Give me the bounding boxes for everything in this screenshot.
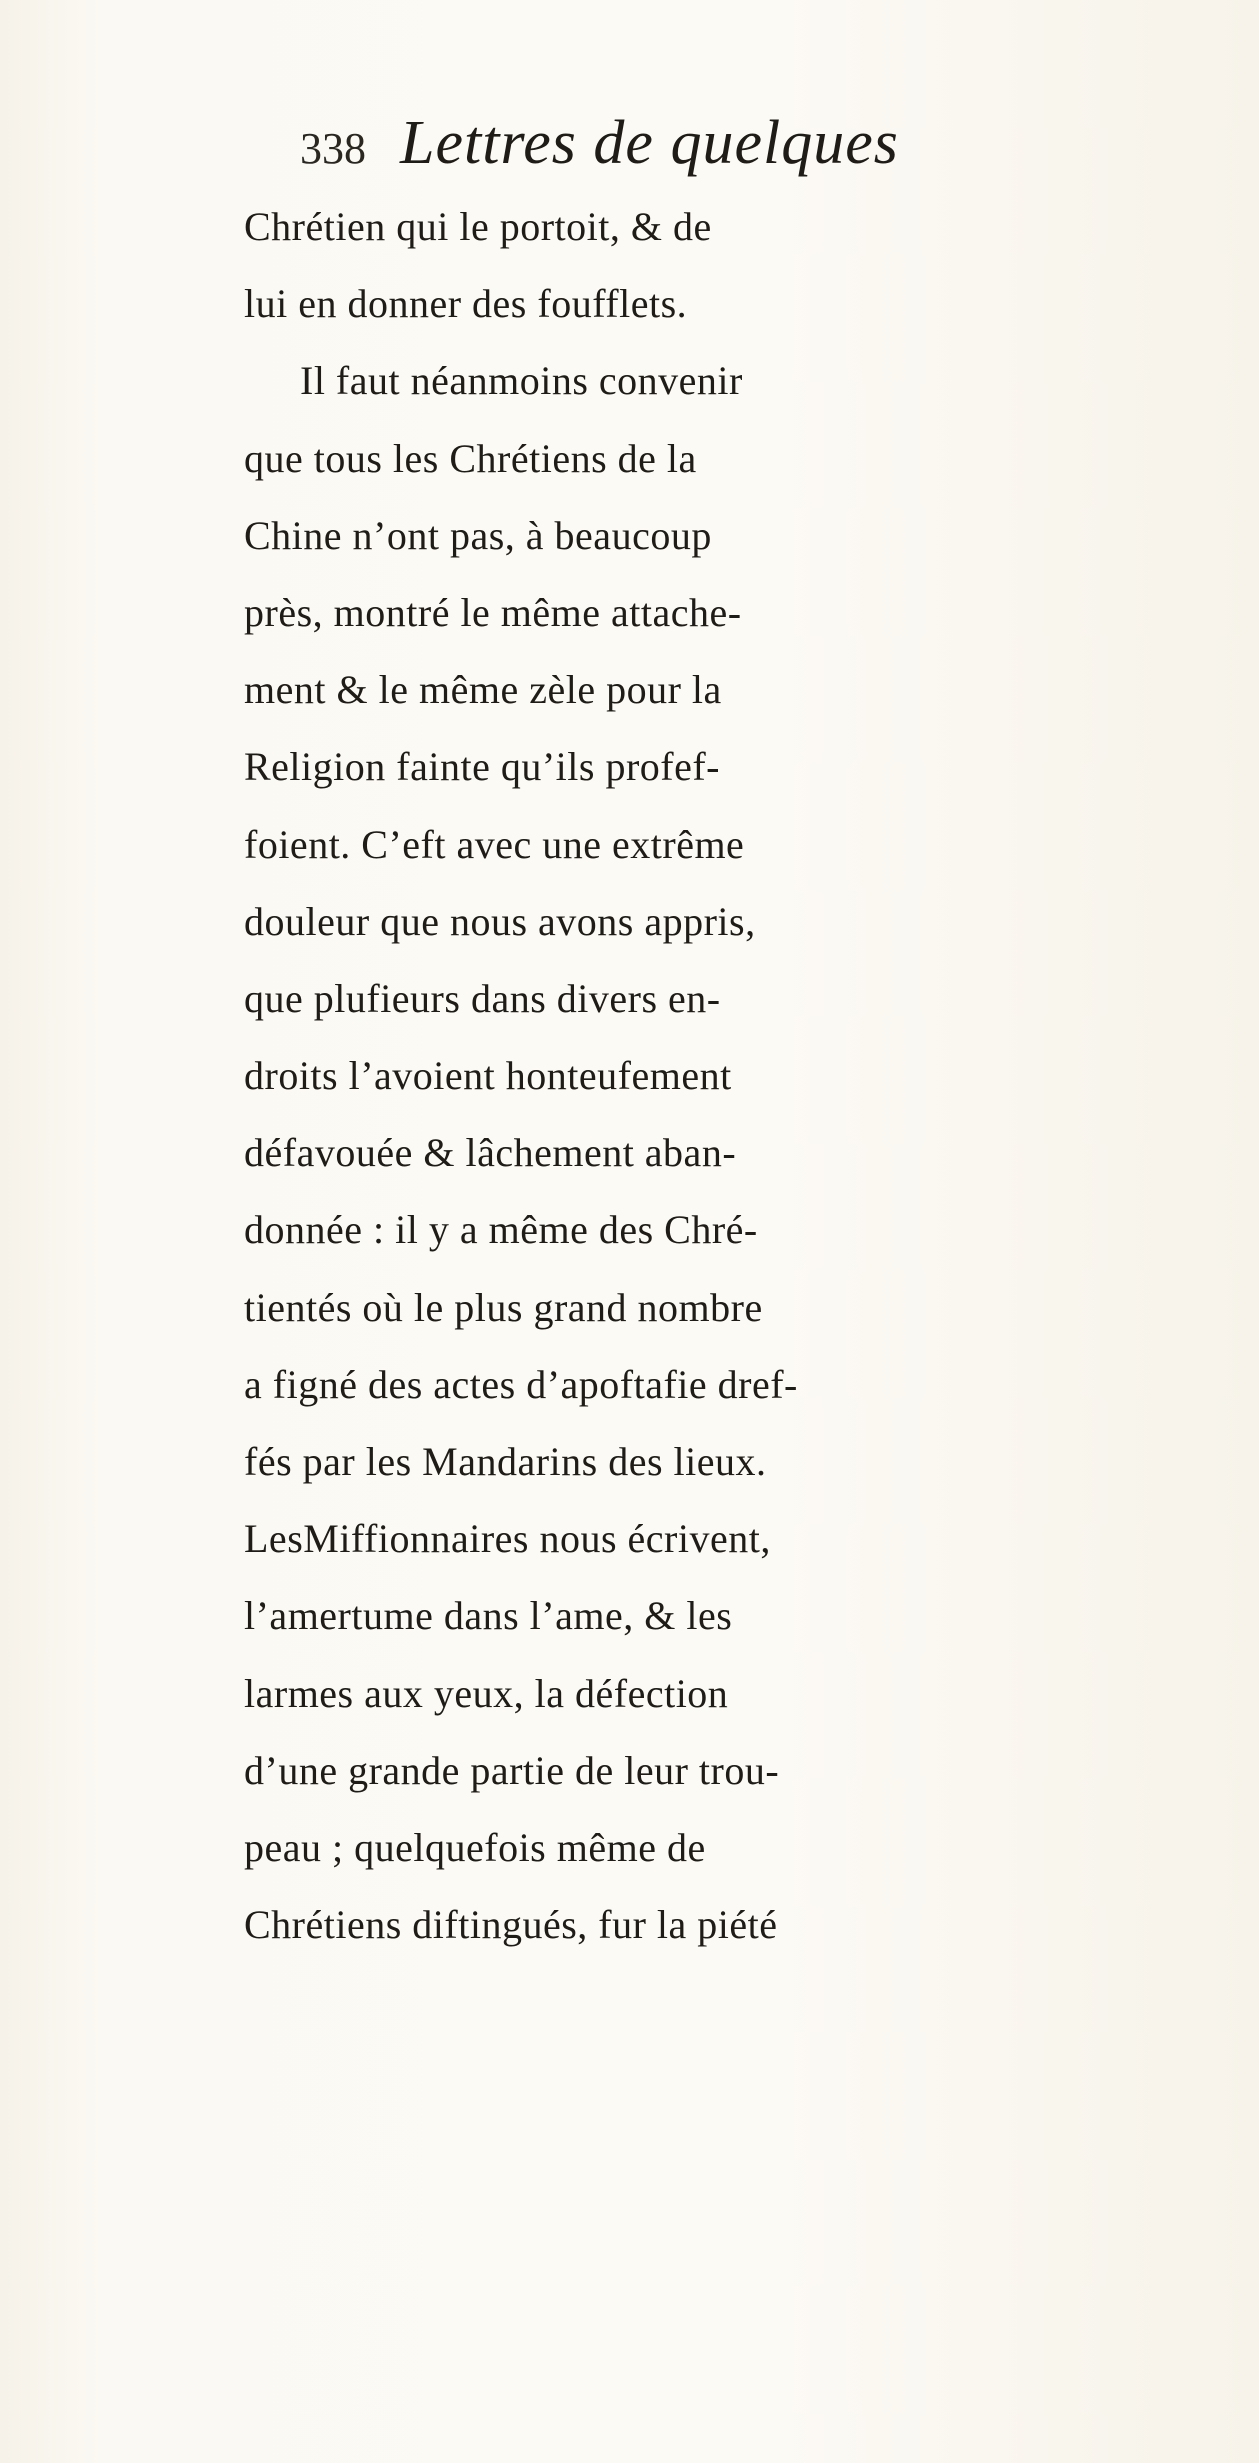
- text-line: peau ; quelquefois même de: [244, 1824, 706, 1870]
- body-text: [244, 188, 1244, 1963]
- running-title: Lettres de quelques: [400, 109, 899, 177]
- text-line: que plufieurs dans divers en-: [244, 975, 721, 1021]
- page-number: 338: [300, 124, 366, 173]
- text-line: foient. C’eft avec une extrême: [244, 821, 745, 867]
- text-line: fés par les Mandarins des lieux.: [244, 1439, 767, 1484]
- text-line: d’une grande partie de leur trou-: [244, 1747, 780, 1793]
- text-line: ment & le même zèle pour la: [244, 667, 722, 713]
- text-line: larmes aux yeux, la défection: [244, 1670, 729, 1716]
- text-line: Chrétien qui le portoit, & de: [244, 204, 712, 249]
- text-line: que tous les Chrétiens de la: [244, 435, 697, 481]
- text-line: défavouée & lâchement aban-: [244, 1130, 737, 1176]
- text-line: LesMiffionnaires nous écrivent,: [244, 1516, 771, 1562]
- text-line: donnée : il y a même des Chré-: [244, 1207, 758, 1253]
- text-line: Chine n’ont pas, à beaucoup: [244, 512, 712, 558]
- text-line: lui en donner des foufflets.: [244, 281, 688, 327]
- text-line: a figné des actes d’apoftafie dref-: [244, 1361, 798, 1407]
- text-line: droits l’avoient honteufement: [244, 1053, 732, 1099]
- text-line: près, montré le même attache-: [244, 589, 742, 635]
- text-line: Religion fainte qu’ils profef-: [244, 744, 720, 790]
- page-header: [300, 108, 899, 188]
- text-line: douleur que nous avons appris,: [244, 898, 756, 944]
- text-line: Il faut néanmoins convenir: [300, 358, 743, 404]
- text-line: l’amertume dans l’ame, & les: [244, 1593, 733, 1639]
- text-line: tientés où le plus grand nombre: [244, 1284, 763, 1330]
- text-line: Chrétiens diftingués, fur la piété: [244, 1902, 778, 1948]
